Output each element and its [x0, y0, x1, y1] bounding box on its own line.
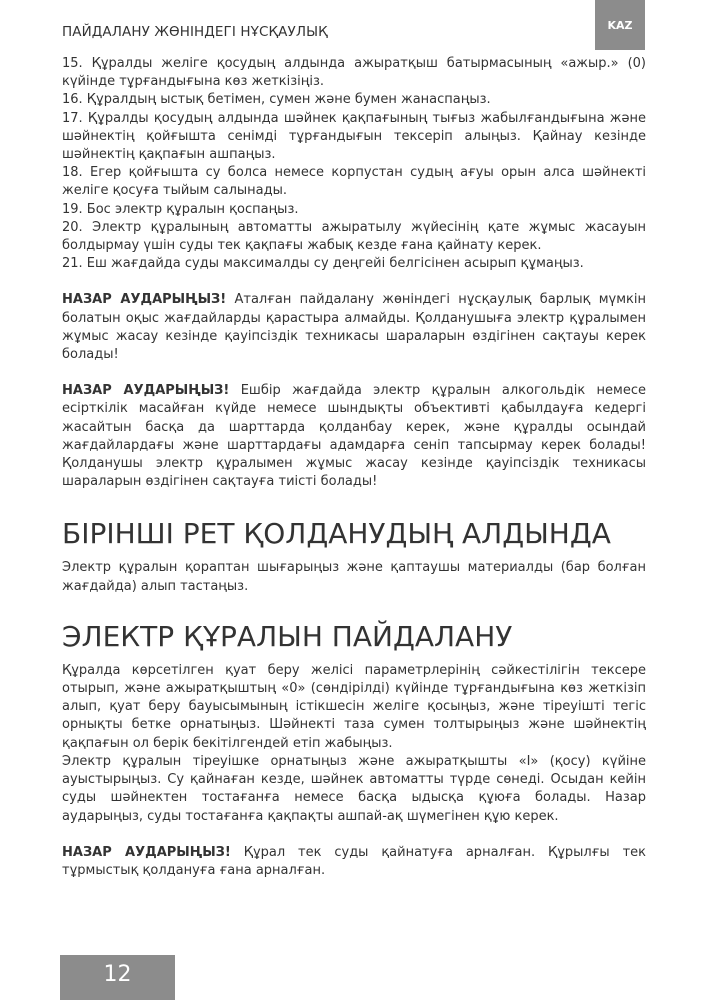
section-paragraph: Құралда көрсетілген қуат беру желісі параметрлерінің сәйкестілігін тексере отырып, және ажыратқыштың «0» (сөндірілді) күйінде тұрғандығына көз жеткізіп алып, қуат беру бауысымының істікшесін желіге қосыңыз, және тіреуішті тегіс орнықты бетке орнатыңыз. Шәйнекті таза сумен толтырыңыз және шәйнектің қақпағын ол берік бекітілгендей етіп жабыңыз.	[62, 662, 646, 751]
warning-label: НАЗАР АУДАРЫҢЫЗ!	[62, 292, 227, 308]
warning-paragraph-2	[62, 382, 646, 491]
warning-label: НАЗАР АУДАРЫҢЫЗ!	[62, 383, 230, 399]
language-badge: KAZ	[595, 0, 645, 50]
page-header-title: ПАЙДАЛАНУ ЖӨНІНДЕГІ НҰСҚАУЛЫҚ	[62, 24, 328, 40]
section-paragraph: Электр құралын тіреуішке орнатыңыз және ажыратқышты «І» (қосу) күйіне ауыстырыңыз. Су қайнаған кезде, шәйнек автоматты түрде сөнеді. Осыдан кейін суды шәйнектен тостағанға немесе басқа ыдысқа құюға болады. Назар аударыңыз, суды тостағанға қақпақты ашпай-ақ шүмегінен құю керек.	[62, 753, 646, 824]
list-item: 19. Бос электр құралын қоспаңыз.	[62, 201, 299, 217]
warning-text: Құрал тек суды қайнатуға арналған. Құрылғы тек тұрмыстық қолдануға ғана арналған.	[62, 844, 646, 878]
list-item: 18. Егер қойғышта су болса немесе корпустан судың ағуы орын алса шәйнекті желіге қосуға тыйым салынады.	[62, 165, 646, 199]
list-item: 21. Еш жағдайда суды максималды су деңгейі белгісінен асырып құмаңыз.	[62, 256, 584, 272]
warning-paragraph-1	[62, 291, 646, 364]
list-item: 16. Құралдың ыстық бетімен, сумен және бумен жанаспаңыз.	[62, 92, 491, 108]
list-item: 17. Құралды қосудың алдында шәйнек қақпағының тығыз жабылғандығына және шәйнектің қойғышта сенімді тұрғандығын тексеріп алыңыз. Қайнау кезінде шәйнектің қақпағын ашпаңыз.	[62, 110, 646, 163]
warning-paragraph-3	[62, 844, 646, 880]
section-paragraph: Электр құралын қораптан шығарыңыз және қаптаушы материалды (бар болған жағдайда) алып тастаңыз.	[62, 560, 646, 594]
list-item: 15. Құралды желіге қосудың алдында ажыратқыш батырмасының «ажыр.» (0) күйінде тұрғандығына көз жеткізіңіз.	[62, 56, 646, 90]
warning-label: НАЗАР АУДАРЫҢЫЗ!	[62, 844, 231, 860]
warning-text: Аталған пайдалану жөніндегі нұсқаулық барлық мүмкін болатын оқыс жағдайларды қарастыра алмайды. Қолданушыға электр құралымен жұмыс жасау кезінде қауіпсіздік техникасы шараларын өздігінен сақтауы керек болады!	[62, 292, 646, 363]
document-body	[62, 55, 646, 880]
list-item: 20. Электр құралының автоматты ажыратылу жүйесінің қате жұмыс жасауын болдырмау үшін суды тек қақпағы жабық кезде ғана қайнату керек.	[62, 219, 646, 254]
page-number: 12	[103, 961, 132, 987]
section-title-using-appliance: ЭЛЕКТР ҚҰРАЛЫН ПАЙДАЛАНУ	[62, 619, 513, 653]
section-title-before-first-use: БІРІНШІ РЕТ ҚОЛДАНУДЫҢ АЛДЫНДА	[62, 517, 611, 551]
warning-text: Ешбір жағдайда электр құралын алкогольдік немесе есірткілік масайған күйде немесе шындықты объективті қабылдауға кедергі жасайтын басқа да шарттарда қолданбау керек, және құралды осындай жағдайлардағы және шарттардағы адамдарға сеніп тапсырмау керек болады! Қолданушы электр құралымен жұмыс жасау кезінде қауіпсіздік техникасы шараларын өздігінен сақтауға тиісті болады!	[62, 383, 646, 490]
